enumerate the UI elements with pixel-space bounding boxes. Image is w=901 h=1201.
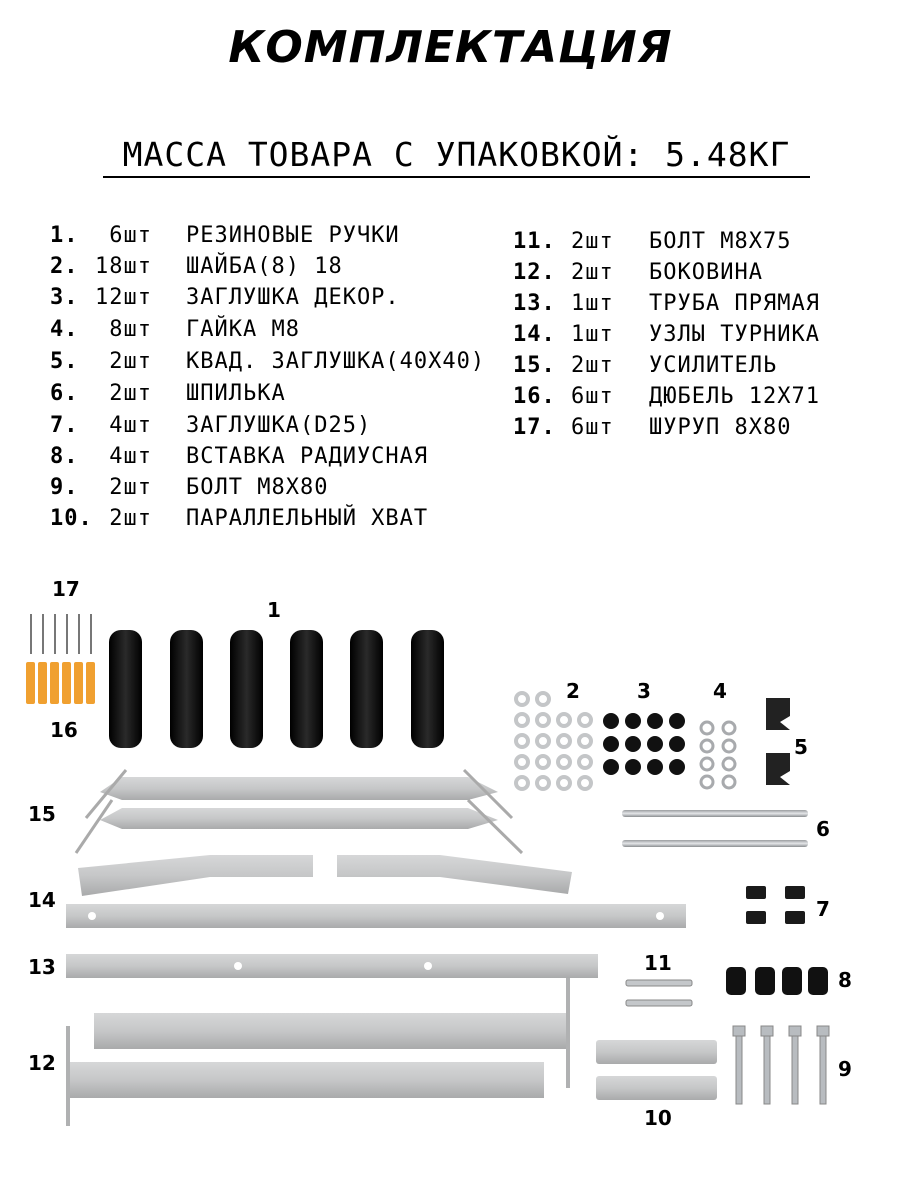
- item-name: ШАЙБА(8) 18: [186, 254, 343, 279]
- item-name: ЗАГЛУШКА ДЕКОР.: [186, 285, 400, 310]
- round-plugs: [746, 886, 805, 924]
- item-number: 7.: [50, 413, 79, 438]
- item-qty: 2шт: [571, 229, 614, 254]
- item-name: ДЮБЕЛЬ 12Х71: [649, 384, 820, 409]
- item-qty: 6шт: [109, 223, 152, 248]
- item-qty: 6шт: [571, 384, 614, 409]
- item-name: УСИЛИТЕЛЬ: [649, 353, 778, 378]
- label-part-6: 6: [816, 817, 830, 841]
- label-part-14: 14: [28, 888, 56, 912]
- item-number: 10.: [50, 506, 93, 531]
- page-title: КОМПЛЕКТАЦИЯ: [228, 22, 673, 73]
- item-name: КВАД. ЗАГЛУШКА(40Х40): [186, 349, 486, 374]
- label-part-1: 1: [267, 598, 281, 622]
- straight-tube: [66, 904, 686, 978]
- item-number: 13.: [513, 291, 556, 316]
- radius-inserts: [726, 967, 828, 995]
- label-part-10: 10: [644, 1106, 672, 1130]
- item-number: 17.: [513, 415, 556, 440]
- label-part-8: 8: [838, 968, 852, 992]
- bolts-m8x75: [626, 980, 692, 1006]
- item-qty: 2шт: [571, 353, 614, 378]
- item-qty: 4шт: [109, 444, 152, 469]
- item-number: 12.: [513, 260, 556, 285]
- item-name: БОКОВИНА: [649, 260, 763, 285]
- item-name: УЗЛЫ ТУРНИКА: [649, 322, 820, 347]
- dowel-group: [26, 662, 95, 704]
- nuts: [701, 722, 735, 788]
- item-number: 6.: [50, 381, 79, 406]
- side-frames: [66, 978, 570, 1126]
- decor-caps: [603, 713, 685, 775]
- item-number: 11.: [513, 229, 556, 254]
- item-name: БОЛТ М8Х80: [186, 475, 329, 500]
- label-part-17: 17: [52, 577, 80, 601]
- washers: [516, 693, 591, 789]
- item-number: 14.: [513, 322, 556, 347]
- package-weight: МАССА ТОВАРА С УПАКОВКОЙ: 5.48КГ: [103, 135, 810, 178]
- item-qty: 1шт: [571, 291, 614, 316]
- label-part-16: 16: [50, 718, 78, 742]
- label-part-13: 13: [28, 955, 56, 979]
- item-qty: 2шт: [109, 506, 152, 531]
- square-caps: [766, 698, 790, 785]
- item-qty: 4шт: [109, 413, 152, 438]
- item-qty: 2шт: [571, 260, 614, 285]
- item-name: ЗАГЛУШКА(D25): [186, 413, 372, 438]
- label-part-7: 7: [816, 897, 830, 921]
- bolts-m8x80: [733, 1026, 829, 1104]
- item-qty: 12шт: [95, 285, 152, 310]
- label-part-2: 2: [566, 679, 580, 703]
- parallel-grips: [596, 1040, 717, 1100]
- item-name: ВСТАВКА РАДИУСНАЯ: [186, 444, 429, 469]
- item-qty: 6шт: [571, 415, 614, 440]
- item-number: 9.: [50, 475, 79, 500]
- label-part-9: 9: [838, 1057, 852, 1081]
- item-number: 15.: [513, 353, 556, 378]
- item-qty: 1шт: [571, 322, 614, 347]
- item-qty: 2шт: [109, 349, 152, 374]
- studs: [622, 810, 808, 847]
- label-part-3: 3: [637, 679, 651, 703]
- item-number: 1.: [50, 223, 79, 248]
- item-name: ШПИЛЬКА: [186, 381, 286, 406]
- screw-group: [31, 614, 91, 654]
- label-part-4: 4: [713, 679, 727, 703]
- item-qty: 8шт: [109, 317, 152, 342]
- item-name: ТРУБА ПРЯМАЯ: [649, 291, 820, 316]
- item-qty: 2шт: [109, 381, 152, 406]
- item-number: 8.: [50, 444, 79, 469]
- item-qty: 2шт: [109, 475, 152, 500]
- item-name: ГАЙКА М8: [186, 317, 300, 342]
- label-part-15: 15: [28, 802, 56, 826]
- bar-nodes: [78, 855, 572, 896]
- item-number: 2.: [50, 254, 79, 279]
- item-name: БОЛТ М8Х75: [649, 229, 792, 254]
- item-number: 5.: [50, 349, 79, 374]
- item-name: РЕЗИНОВЫЕ РУЧКИ: [186, 223, 400, 248]
- label-part-11: 11: [644, 951, 672, 975]
- item-name: ШУРУП 8Х80: [649, 415, 792, 440]
- reinforcers: [76, 770, 522, 853]
- label-part-12: 12: [28, 1051, 56, 1075]
- item-number: 4.: [50, 317, 79, 342]
- rubber-grips: [109, 630, 444, 748]
- item-qty: 18шт: [95, 254, 152, 279]
- item-name: ПАРАЛЛЕЛЬНЫЙ ХВАТ: [186, 506, 429, 531]
- item-number: 3.: [50, 285, 79, 310]
- label-part-5: 5: [794, 735, 808, 759]
- item-number: 16.: [513, 384, 556, 409]
